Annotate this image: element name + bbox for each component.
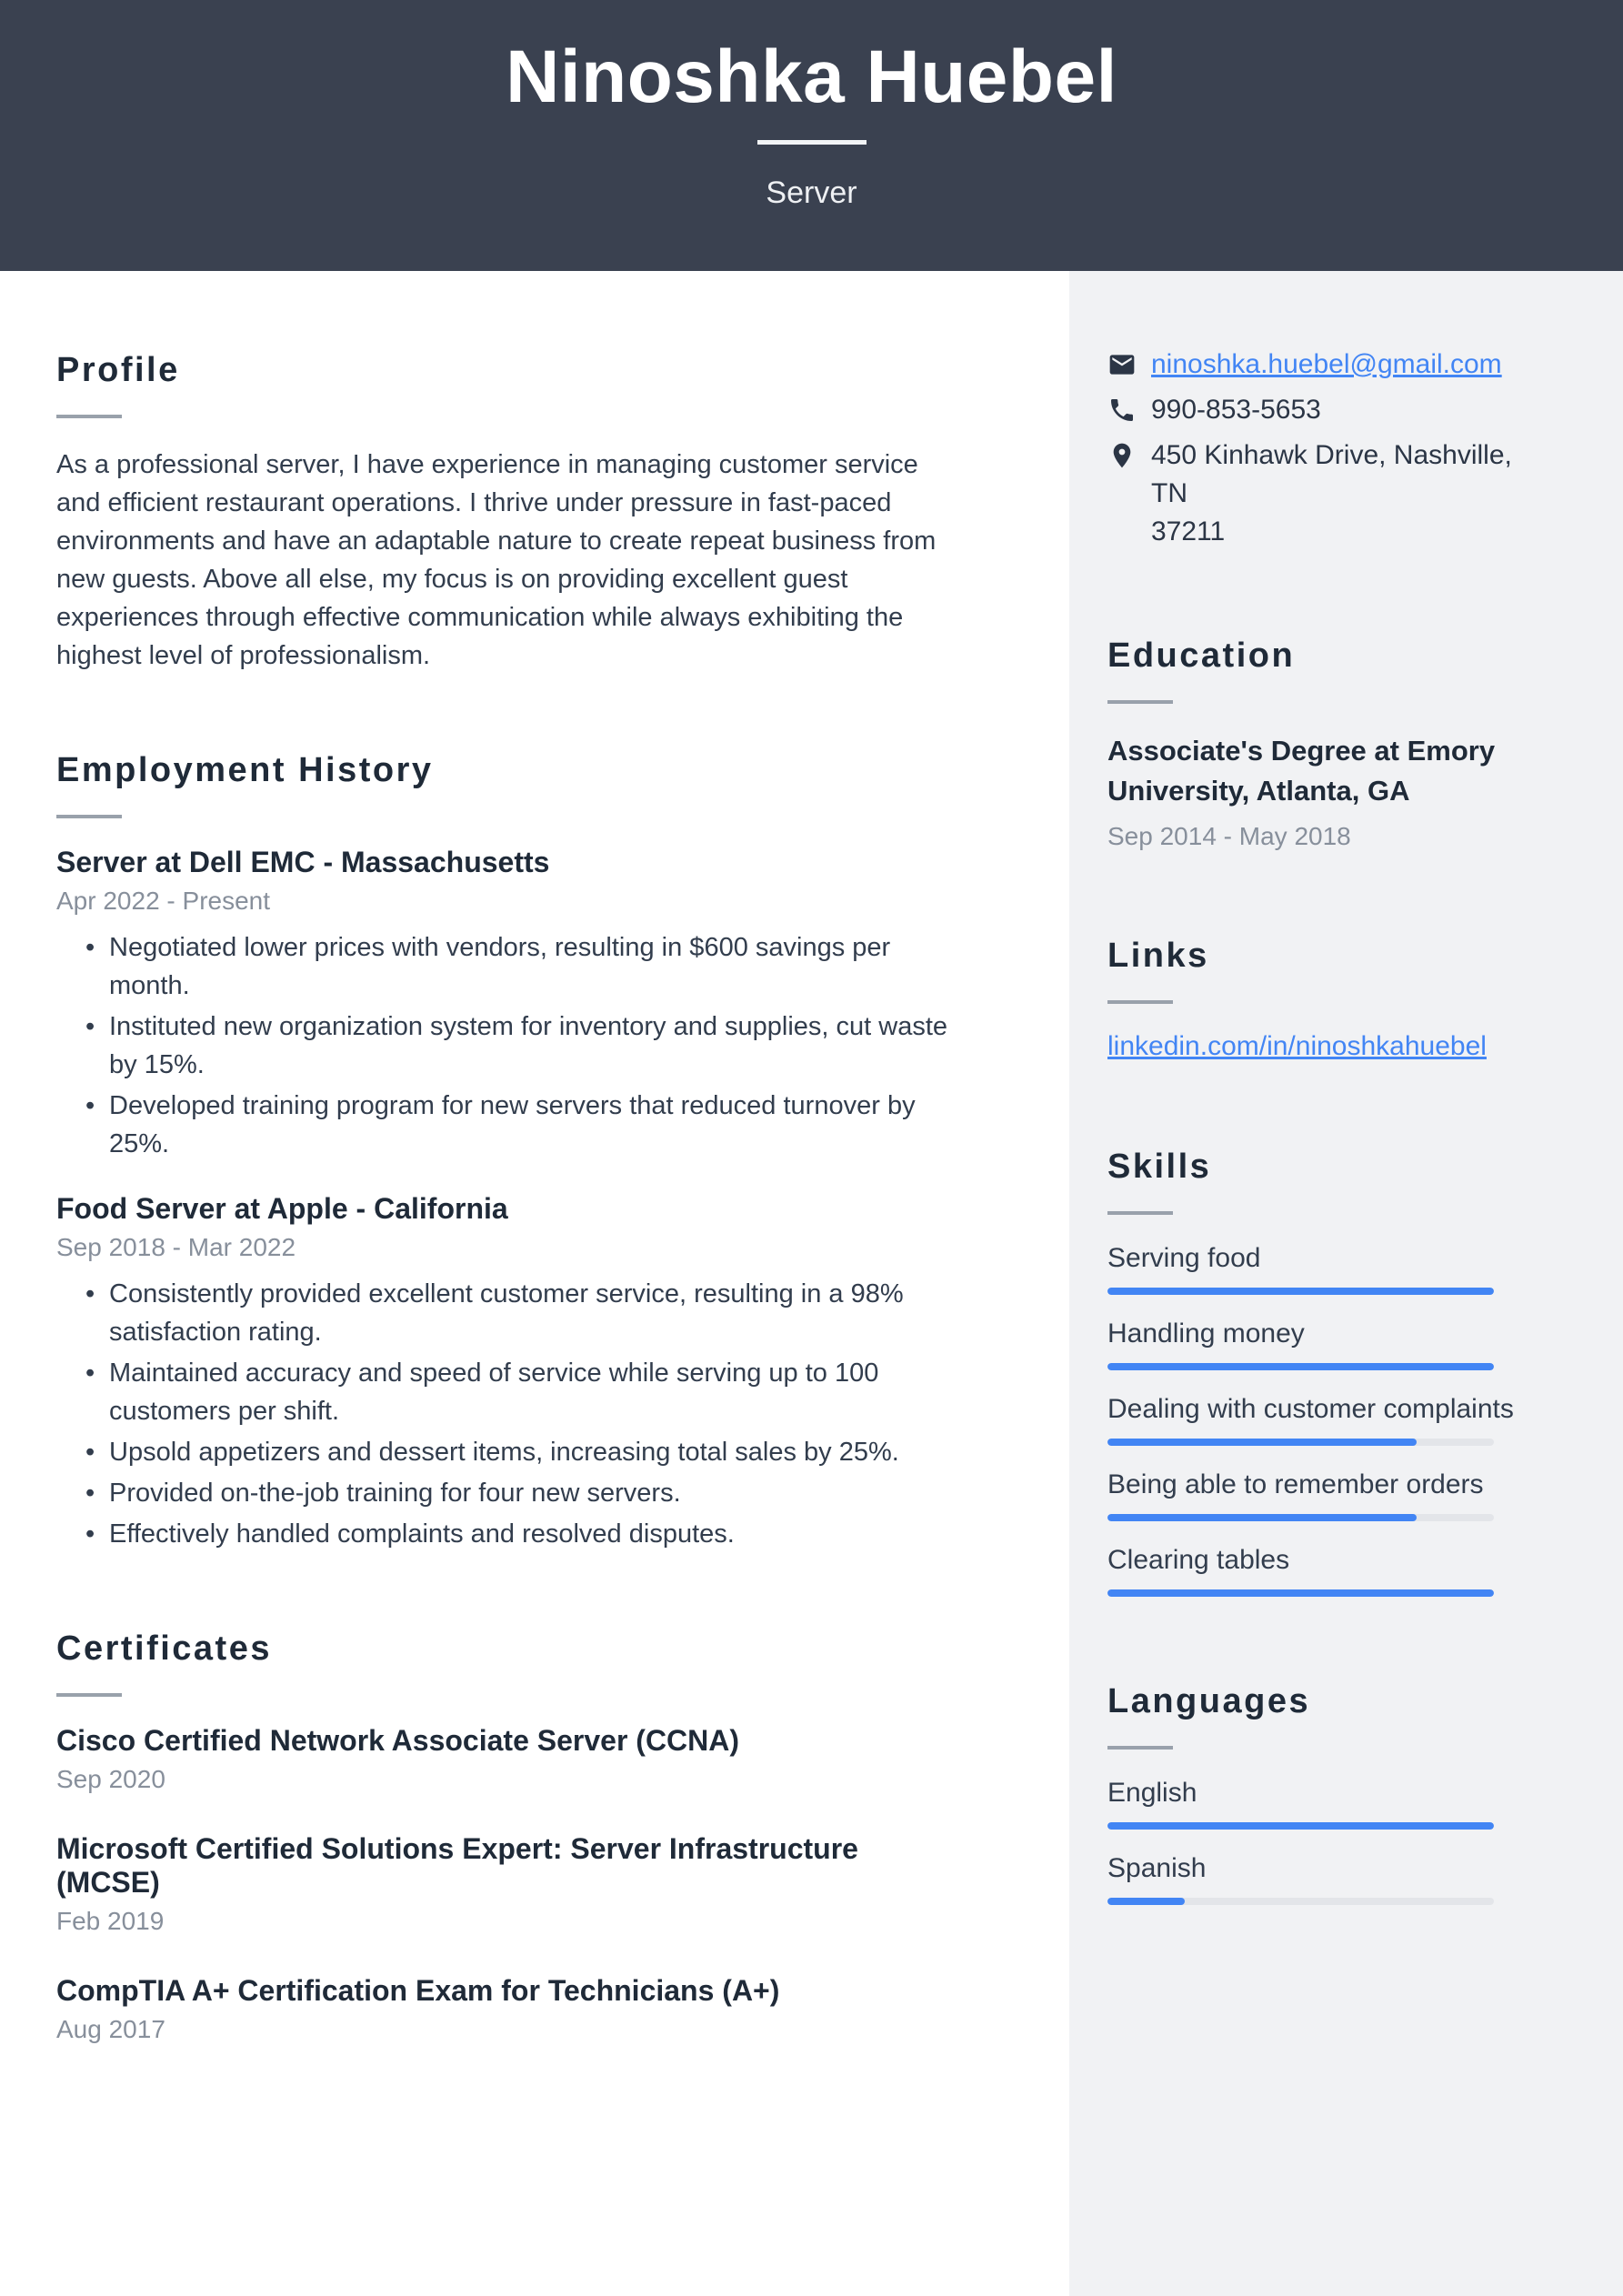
address-line2: 37211 <box>1151 516 1226 546</box>
bullet-item: • Instituted new organization system for inventory and supplies, cut waste by 15%. <box>109 1008 966 1084</box>
skill-label: Handling money <box>1107 1318 1305 1349</box>
language-meter-track <box>1107 1898 1494 1905</box>
bullet-item: • Maintained accuracy and speed of service while serving up to 100 customers per shift. <box>109 1354 966 1430</box>
education-heading: Education <box>1107 637 1296 675</box>
bullet-item: • Consistently provided excellent customer service, resulting in a 98% satisfaction rating. <box>109 1275 966 1351</box>
profile-text: As a professional server, I have experience in managing customer service and efficient restaurant operations. I thrive under pressure in fast-paced environments and have an adaptable nature to create repeat business from new guests. Above all else, my focus is on providing excellent guest experiences through effective communication while always exhibiting the highest level of professionalism. <box>56 450 937 670</box>
main-column <box>0 271 1069 2296</box>
language-item <box>1107 1852 1536 1905</box>
contact-email-row <box>1107 346 1536 384</box>
certificate-entry <box>56 1724 966 1794</box>
education-dates: Sep 2014 - May 2018 <box>1107 822 1351 850</box>
job-dates: Apr 2022 - Present <box>56 887 271 915</box>
certificate-date: Sep 2020 <box>56 1765 165 1793</box>
job-title: Server at Dell EMC - Massachusetts <box>56 846 550 878</box>
language-meter-fill <box>1107 1898 1185 1905</box>
certificate-entry <box>56 1974 966 2044</box>
content-columns <box>0 271 1623 2296</box>
certificate-entry <box>56 1832 966 1936</box>
address-line1: 450 Kinhawk Drive, Nashville, TN <box>1151 440 1512 508</box>
skill-label: Serving food <box>1107 1243 1261 1273</box>
section-education <box>1107 637 1536 851</box>
skill-meter-track <box>1107 1363 1494 1370</box>
skill-meter-fill <box>1107 1288 1494 1295</box>
skill-meter-fill <box>1107 1514 1417 1521</box>
section-divider <box>1107 1746 1173 1750</box>
person-title: Server <box>766 175 857 211</box>
section-certificates <box>56 1629 966 2044</box>
skill-item <box>1107 1393 1536 1446</box>
employment-heading: Employment History <box>56 751 434 789</box>
sidebar-column <box>1069 271 1623 2296</box>
links-heading: Links <box>1107 937 1209 975</box>
section-divider <box>1107 1211 1173 1215</box>
section-employment-history <box>56 751 966 1553</box>
skill-meter-track <box>1107 1514 1494 1521</box>
bullet-item: • Effectively handled complaints and resolved disputes. <box>109 1515 966 1553</box>
certificate-date: Aug 2017 <box>56 2015 165 2043</box>
resume-header <box>0 0 1623 271</box>
education-degree: Associate's Degree at Emory University, Atlanta, GA <box>1107 735 1496 807</box>
contact-phone-row <box>1107 391 1536 429</box>
bullet-item: • Upsold appetizers and dessert items, increasing total sales by 25%. <box>109 1433 966 1471</box>
section-skills <box>1107 1148 1536 1597</box>
skill-meter-fill <box>1107 1439 1417 1446</box>
section-divider <box>56 415 122 418</box>
certificate-date: Feb 2019 <box>56 1907 165 1935</box>
certificate-title: Microsoft Certified Solutions Expert: Server Infrastructure (MCSE) <box>56 1832 858 1899</box>
skill-item <box>1107 1544 1536 1597</box>
skill-item <box>1107 1242 1536 1295</box>
name-divider <box>757 140 867 145</box>
contact-block <box>1107 346 1536 551</box>
skills-heading: Skills <box>1107 1148 1212 1186</box>
phone-number: 990-853-5653 <box>1151 395 1321 425</box>
language-label: English <box>1107 1778 1197 1808</box>
skill-meter-track <box>1107 1589 1494 1597</box>
address-text <box>1151 436 1536 551</box>
location-pin-icon <box>1107 436 1137 551</box>
section-divider <box>56 1693 122 1697</box>
section-divider <box>56 815 122 818</box>
skill-meter-fill <box>1107 1589 1494 1597</box>
job-dates: Sep 2018 - Mar 2022 <box>56 1233 296 1261</box>
certificates-heading: Certificates <box>56 1629 272 1668</box>
bullet-item: • Negotiated lower prices with vendors, resulting in $600 savings per month. <box>109 928 966 1005</box>
section-divider <box>1107 700 1173 704</box>
contact-address-row <box>1107 436 1536 551</box>
job-bullet-list <box>56 928 966 1163</box>
linkedin-link[interactable]: linkedin.com/in/ninoshkahuebel <box>1107 1031 1487 1061</box>
language-meter-track <box>1107 1822 1494 1830</box>
certificate-title: Cisco Certified Network Associate Server (CCNA) <box>56 1724 740 1757</box>
email-link[interactable]: ninoshka.huebel@gmail.com <box>1151 349 1502 379</box>
skill-item <box>1107 1318 1536 1370</box>
job-entry <box>56 846 966 1163</box>
job-bullet-list <box>56 1275 966 1553</box>
email-icon <box>1107 346 1137 384</box>
languages-heading: Languages <box>1107 1682 1311 1720</box>
section-profile <box>56 351 966 675</box>
language-item <box>1107 1777 1536 1830</box>
section-languages <box>1107 1682 1536 1905</box>
phone-icon <box>1107 391 1137 429</box>
language-meter-fill <box>1107 1822 1494 1830</box>
skill-meter-fill <box>1107 1363 1494 1370</box>
language-label: Spanish <box>1107 1853 1207 1883</box>
profile-heading: Profile <box>56 351 180 389</box>
section-links <box>1107 937 1536 1062</box>
skill-meter-track <box>1107 1288 1494 1295</box>
job-entry <box>56 1192 966 1553</box>
job-title: Food Server at Apple - California <box>56 1192 508 1225</box>
link-item <box>1107 1031 1536 1062</box>
person-name: Ninoshka Huebel <box>506 35 1117 118</box>
section-divider <box>1107 1000 1173 1004</box>
bullet-item: • Provided on-the-job training for four new servers. <box>109 1474 966 1512</box>
skill-label: Being able to remember orders <box>1107 1469 1484 1499</box>
skill-item <box>1107 1469 1536 1521</box>
bullet-item: • Developed training program for new servers that reduced turnover by 25%. <box>109 1087 966 1163</box>
skill-label: Clearing tables <box>1107 1545 1290 1575</box>
skill-meter-track <box>1107 1439 1494 1446</box>
skill-label: Dealing with customer complaints <box>1107 1394 1514 1424</box>
certificate-title: CompTIA A+ Certification Exam for Technicians (A+) <box>56 1974 780 2007</box>
